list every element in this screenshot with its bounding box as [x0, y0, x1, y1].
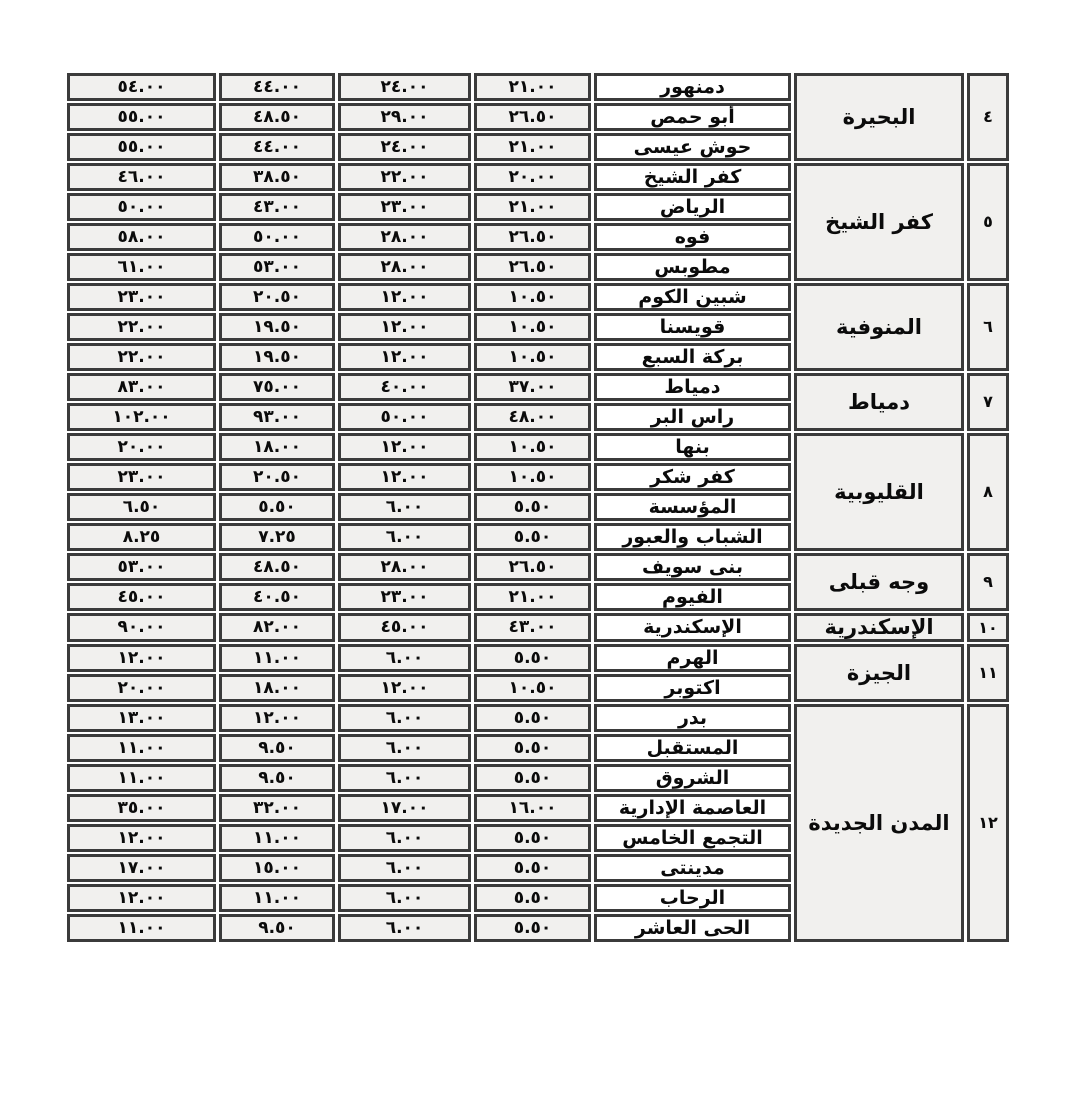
- value-cell: ١٦.٠٠: [474, 794, 591, 822]
- value-cell: ٤٣.٠٠: [219, 193, 335, 221]
- value-cell: ٥٠.٠٠: [67, 193, 216, 221]
- city-cell: شبين الكوم: [594, 283, 791, 311]
- group-index-cell: ٧: [967, 373, 1009, 431]
- value-cell: ٢٣.٠٠: [338, 193, 471, 221]
- value-cell: ٨٣.٠٠: [67, 373, 216, 401]
- governorate-cell: البحيرة: [794, 73, 964, 161]
- group-index-cell: ٩: [967, 553, 1009, 611]
- value-cell: ٤٠.٥٠: [219, 583, 335, 611]
- table-row: [67, 704, 1009, 732]
- value-cell: ٢١.٠٠: [474, 73, 591, 101]
- city-cell: بنها: [594, 433, 791, 461]
- value-cell: ٩.٥٠: [219, 914, 335, 942]
- group-index-cell: ٤: [967, 73, 1009, 161]
- value-cell: ٢٠.٠٠: [67, 674, 216, 702]
- value-cell: ٥٥.٠٠: [67, 133, 216, 161]
- governorate-cell: الجيزة: [794, 644, 964, 702]
- value-cell: ٦.٠٠: [338, 523, 471, 551]
- city-cell: الرياض: [594, 193, 791, 221]
- city-cell: راس البر: [594, 403, 791, 431]
- group-index-cell: ٥: [967, 163, 1009, 281]
- value-cell: ٥.٥٠: [474, 914, 591, 942]
- value-cell: ١١.٠٠: [219, 824, 335, 852]
- value-cell: ٥.٥٠: [474, 523, 591, 551]
- city-cell: دمياط: [594, 373, 791, 401]
- value-cell: ٢٦.٥٠: [474, 103, 591, 131]
- value-cell: ٣٧.٠٠: [474, 373, 591, 401]
- value-cell: ٢٠.٥٠: [219, 283, 335, 311]
- value-cell: ٢٣.٠٠: [67, 283, 216, 311]
- table-row: [67, 73, 1009, 101]
- value-cell: ١٢.٠٠: [338, 343, 471, 371]
- value-cell: ١٠.٥٠: [474, 674, 591, 702]
- value-cell: ٥.٥٠: [474, 493, 591, 521]
- value-cell: ٦.٠٠: [338, 884, 471, 912]
- value-cell: ٦.٠٠: [338, 493, 471, 521]
- value-cell: ٢٨.٠٠: [338, 223, 471, 251]
- price-table: [64, 71, 1012, 944]
- value-cell: ١٩.٥٠: [219, 343, 335, 371]
- value-cell: ٢٦.٥٠: [474, 223, 591, 251]
- value-cell: ٢٣.٠٠: [67, 463, 216, 491]
- value-cell: ٢٠.٠٠: [474, 163, 591, 191]
- value-cell: ٤٦.٠٠: [67, 163, 216, 191]
- city-cell: الشباب والعبور: [594, 523, 791, 551]
- value-cell: ٤٨.٠٠: [474, 403, 591, 431]
- value-cell: ١٠٢.٠٠: [67, 403, 216, 431]
- value-cell: ٥.٥٠: [474, 734, 591, 762]
- value-cell: ٤٣.٠٠: [474, 613, 591, 642]
- city-cell: اكتوبر: [594, 674, 791, 702]
- value-cell: ٧.٢٥: [219, 523, 335, 551]
- value-cell: ٢١.٠٠: [474, 583, 591, 611]
- value-cell: ١٩.٥٠: [219, 313, 335, 341]
- value-cell: ٤٥.٠٠: [67, 583, 216, 611]
- value-cell: ٤٨.٥٠: [219, 103, 335, 131]
- value-cell: ١٥.٠٠: [219, 854, 335, 882]
- table-row: [67, 163, 1009, 191]
- value-cell: ١٠.٥٠: [474, 463, 591, 491]
- value-cell: ٢٦.٥٠: [474, 253, 591, 281]
- value-cell: ١٢.٠٠: [338, 463, 471, 491]
- governorate-cell: الإسكندرية: [794, 613, 964, 642]
- value-cell: ٥٣.٠٠: [67, 553, 216, 581]
- value-cell: ٣٢.٠٠: [219, 794, 335, 822]
- value-cell: ١٢.٠٠: [338, 433, 471, 461]
- value-cell: ٥.٥٠: [474, 854, 591, 882]
- value-cell: ٤٤.٠٠: [219, 73, 335, 101]
- city-cell: الفيوم: [594, 583, 791, 611]
- value-cell: ٤٨.٥٠: [219, 553, 335, 581]
- governorate-cell: وجه قبلى: [794, 553, 964, 611]
- governorate-cell: دمياط: [794, 373, 964, 431]
- governorate-cell: المدن الجديدة: [794, 704, 964, 942]
- city-cell: الرحاب: [594, 884, 791, 912]
- value-cell: ٦.٠٠: [338, 764, 471, 792]
- city-cell: الحى العاشر: [594, 914, 791, 942]
- value-cell: ٢٠.٥٠: [219, 463, 335, 491]
- value-cell: ١٧.٠٠: [67, 854, 216, 882]
- city-cell: حوش عيسى: [594, 133, 791, 161]
- value-cell: ٦.٠٠: [338, 644, 471, 672]
- value-cell: ٦١.٠٠: [67, 253, 216, 281]
- city-cell: المؤسسة: [594, 493, 791, 521]
- value-cell: ٥.٥٠: [474, 884, 591, 912]
- value-cell: ٤٤.٠٠: [219, 133, 335, 161]
- value-cell: ٦.٥٠: [67, 493, 216, 521]
- value-cell: ١١.٠٠: [67, 764, 216, 792]
- table-row: [67, 613, 1009, 642]
- governorate-cell: كفر الشيخ: [794, 163, 964, 281]
- city-cell: الهرم: [594, 644, 791, 672]
- table-row: [67, 283, 1009, 311]
- value-cell: ١٠.٥٠: [474, 433, 591, 461]
- city-cell: التجمع الخامس: [594, 824, 791, 852]
- value-cell: ١٢.٠٠: [338, 674, 471, 702]
- group-index-cell: ١١: [967, 644, 1009, 702]
- governorate-cell: القليوبية: [794, 433, 964, 551]
- value-cell: ٢٤.٠٠: [338, 73, 471, 101]
- value-cell: ٥.٥٠: [474, 644, 591, 672]
- city-cell: المستقبل: [594, 734, 791, 762]
- value-cell: ٥.٥٠: [474, 824, 591, 852]
- value-cell: ١٠.٥٠: [474, 313, 591, 341]
- city-cell: بركة السبع: [594, 343, 791, 371]
- value-cell: ٦.٠٠: [338, 854, 471, 882]
- group-index-cell: ٦: [967, 283, 1009, 371]
- value-cell: ١٨.٠٠: [219, 674, 335, 702]
- value-cell: ١١.٠٠: [219, 884, 335, 912]
- table-row: [67, 644, 1009, 672]
- price-table-body: [67, 73, 1009, 942]
- value-cell: ٤٠.٠٠: [338, 373, 471, 401]
- value-cell: ١٢.٠٠: [67, 824, 216, 852]
- city-cell: بنى سويف: [594, 553, 791, 581]
- city-cell: كفر شكر: [594, 463, 791, 491]
- value-cell: ١٢.٠٠: [67, 644, 216, 672]
- value-cell: ١٣.٠٠: [67, 704, 216, 732]
- city-cell: فوه: [594, 223, 791, 251]
- value-cell: ٧٥.٠٠: [219, 373, 335, 401]
- value-cell: ٢٨.٠٠: [338, 553, 471, 581]
- value-cell: ١٠.٥٠: [474, 283, 591, 311]
- value-cell: ٥.٥٠: [474, 704, 591, 732]
- group-index-cell: ٨: [967, 433, 1009, 551]
- value-cell: ٨٢.٠٠: [219, 613, 335, 642]
- governorate-cell: المنوفية: [794, 283, 964, 371]
- value-cell: ٢٢.٠٠: [67, 343, 216, 371]
- city-cell: بدر: [594, 704, 791, 732]
- table-row: [67, 433, 1009, 461]
- table-container: [64, 71, 1012, 944]
- value-cell: ٥٠.٠٠: [219, 223, 335, 251]
- value-cell: ٢٣.٠٠: [338, 583, 471, 611]
- value-cell: ١٨.٠٠: [219, 433, 335, 461]
- value-cell: ٢٩.٠٠: [338, 103, 471, 131]
- value-cell: ٦.٠٠: [338, 734, 471, 762]
- value-cell: ٢٦.٥٠: [474, 553, 591, 581]
- city-cell: كفر الشيخ: [594, 163, 791, 191]
- value-cell: ١١.٠٠: [67, 734, 216, 762]
- value-cell: ٢٤.٠٠: [338, 133, 471, 161]
- value-cell: ١٧.٠٠: [338, 794, 471, 822]
- table-row: [67, 373, 1009, 401]
- value-cell: ٨.٢٥: [67, 523, 216, 551]
- value-cell: ٦.٠٠: [338, 704, 471, 732]
- value-cell: ٦.٠٠: [338, 914, 471, 942]
- value-cell: ٩.٥٠: [219, 734, 335, 762]
- value-cell: ٥٤.٠٠: [67, 73, 216, 101]
- value-cell: ٥٣.٠٠: [219, 253, 335, 281]
- value-cell: ٢٢.٠٠: [67, 313, 216, 341]
- value-cell: ٤٥.٠٠: [338, 613, 471, 642]
- value-cell: ٢١.٠٠: [474, 193, 591, 221]
- value-cell: ٥.٥٠: [474, 764, 591, 792]
- table-row: [67, 553, 1009, 581]
- city-cell: الإسكندرية: [594, 613, 791, 642]
- value-cell: ٣٥.٠٠: [67, 794, 216, 822]
- city-cell: الشروق: [594, 764, 791, 792]
- value-cell: ٣٨.٥٠: [219, 163, 335, 191]
- value-cell: ٢٠.٠٠: [67, 433, 216, 461]
- city-cell: دمنهور: [594, 73, 791, 101]
- group-index-cell: ١٠: [967, 613, 1009, 642]
- value-cell: ٩٠.٠٠: [67, 613, 216, 642]
- value-cell: ٢٢.٠٠: [338, 163, 471, 191]
- value-cell: ١٢.٠٠: [338, 313, 471, 341]
- city-cell: قويسنا: [594, 313, 791, 341]
- value-cell: ٢١.٠٠: [474, 133, 591, 161]
- city-cell: مدينتى: [594, 854, 791, 882]
- value-cell: ٥.٥٠: [219, 493, 335, 521]
- city-cell: مطوبس: [594, 253, 791, 281]
- value-cell: ١٢.٠٠: [338, 283, 471, 311]
- value-cell: ٩٣.٠٠: [219, 403, 335, 431]
- value-cell: ٥٥.٠٠: [67, 103, 216, 131]
- value-cell: ١٢.٠٠: [219, 704, 335, 732]
- value-cell: ٥٨.٠٠: [67, 223, 216, 251]
- city-cell: أبو حمص: [594, 103, 791, 131]
- value-cell: ١١.٠٠: [67, 914, 216, 942]
- value-cell: ١١.٠٠: [219, 644, 335, 672]
- value-cell: ٢٨.٠٠: [338, 253, 471, 281]
- value-cell: ١٢.٠٠: [67, 884, 216, 912]
- city-cell: العاصمة الإدارية: [594, 794, 791, 822]
- value-cell: ١٠.٥٠: [474, 343, 591, 371]
- group-index-cell: ١٢: [967, 704, 1009, 942]
- value-cell: ٩.٥٠: [219, 764, 335, 792]
- value-cell: ٥٠.٠٠: [338, 403, 471, 431]
- value-cell: ٦.٠٠: [338, 824, 471, 852]
